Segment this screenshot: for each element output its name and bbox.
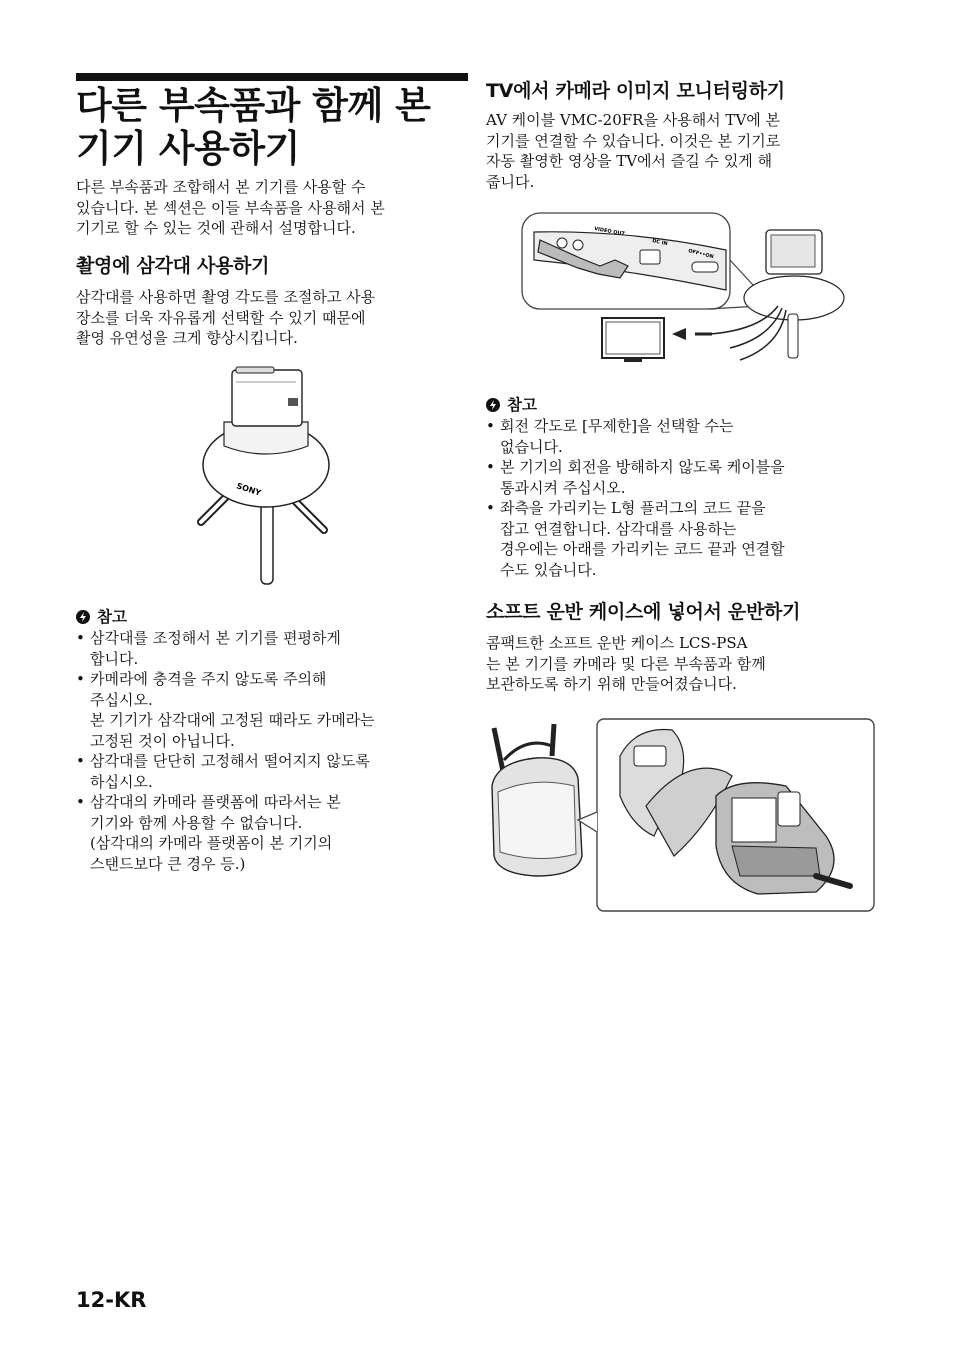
- note-label: 참고: [507, 396, 537, 414]
- list-item: [76, 751, 476, 792]
- list-item: [76, 628, 476, 669]
- page-number: 12-KR: [76, 1288, 147, 1312]
- text-line: 콤팩트한 소프트 운반 케이스 LCS-PSA: [486, 634, 748, 652]
- text-line: 는 본 기기를 카메라 및 다른 부속품과 함께: [486, 654, 766, 673]
- text-line: 있습니다. 본 섹션은 이들 부속품을 사용해서 본: [76, 198, 385, 217]
- right-notes-list: [486, 416, 886, 580]
- text-line: 잡고 연결합니다. 삼각대를 사용하는: [500, 519, 737, 538]
- tripod-heading: 촬영에 삼각대 사용하기: [76, 255, 270, 277]
- right-note-heading: [486, 395, 537, 415]
- note-icon: [486, 398, 500, 412]
- case-paragraph: [486, 633, 886, 695]
- text-line: 하십시오.: [90, 772, 153, 791]
- page-title-line: 기기 사용하기: [76, 127, 300, 170]
- intro-paragraph: [76, 177, 476, 239]
- text-line: 기기로 할 수 있는 것에 관해서 설명합니다.: [76, 219, 356, 237]
- tv-connection-illustration: [520, 210, 850, 370]
- tv-heading: TV에서 카메라 이미지 모니터링하기: [486, 80, 785, 102]
- text-line: 삼각대를 사용하면 촬영 각도를 조절하고 사용: [76, 288, 376, 306]
- text-line: 줍니다.: [486, 172, 535, 191]
- port-label: OFF••ON: [687, 248, 715, 261]
- text-line: 기기와 함께 사용할 수 없습니다.: [90, 813, 303, 832]
- text-line: 없습니다.: [500, 437, 563, 456]
- port-label: VIDEO OUT: [593, 226, 626, 238]
- text-line: • 삼각대를 조정해서 본 기기를 편평하게: [90, 629, 341, 647]
- text-line: 본 기기가 삼각대에 고정된 때라도 카메라는: [90, 711, 375, 729]
- sony-logo: SONY: [235, 481, 262, 498]
- text-line: 수도 있습니다.: [500, 560, 597, 579]
- text-line: 보관하도록 하기 위해 만들어졌습니다.: [486, 675, 737, 693]
- text-line: 기기를 연결할 수 있습니다. 이것은 본 기기로: [486, 131, 781, 150]
- note-icon: [76, 610, 90, 624]
- tripod-illustration: [196, 362, 346, 592]
- text-line: • 삼각대를 단단히 고정해서 떨어지지 않도록: [90, 752, 370, 770]
- text-line: (삼각대의 카메라 플랫폼이 본 기기의: [90, 834, 333, 852]
- text-line: 다른 부속품과 조합해서 본 기기를 사용할 수: [76, 178, 366, 196]
- tv-paragraph: [486, 110, 886, 192]
- text-line: • 카메라에 충격을 주지 않도록 주의해: [90, 670, 327, 688]
- text-line: • 좌측을 가리키는 L형 플러그의 코드 끝을: [500, 499, 766, 517]
- port-label: DC IN: [651, 238, 669, 248]
- text-line: 장소를 더욱 자유롭게 선택할 수 있기 때문에: [76, 308, 366, 327]
- list-item: [486, 416, 886, 457]
- list-item: [486, 498, 886, 580]
- text-line: 고정된 것이 아닙니다.: [90, 731, 235, 750]
- text-line: 스탠드보다 큰 경우 등.): [90, 854, 246, 873]
- text-line: AV 케이블 VMC-20FR을 사용해서 TV에 본: [486, 111, 781, 129]
- note-label: 참고: [97, 608, 127, 626]
- text-line: 합니다.: [90, 649, 139, 668]
- text-line: • 삼각대의 카메라 플랫폼에 따라서는 본: [90, 793, 341, 811]
- case-heading: 소프트 운반 케이스에 넣어서 운반하기: [486, 601, 801, 623]
- list-item: [486, 457, 886, 498]
- left-notes-list: [76, 628, 476, 874]
- text-line: 주십시오.: [90, 690, 153, 709]
- text-line: 경우에는 아래를 가리키는 코드 끝과 연결할: [500, 540, 785, 558]
- list-item: [76, 669, 476, 751]
- tripod-paragraph: [76, 287, 476, 349]
- text-line: 촬영 유연성을 크게 향상시킵니다.: [76, 329, 298, 347]
- text-line: 통과시켜 주십시오.: [500, 478, 626, 497]
- carrying-case-illustration: [486, 716, 878, 916]
- text-line: • 본 기기의 회전을 방해하지 않도록 케이블을: [500, 458, 785, 476]
- text-line: • 회전 각도로 [무제한]을 선택할 수는: [500, 417, 734, 435]
- page-title: [76, 84, 476, 170]
- text-line: 자동 촬영한 영상을 TV에서 즐길 수 있게 해: [486, 152, 773, 170]
- left-note-heading: [76, 607, 127, 627]
- page-title-line: 다른 부속품과 함께 본: [76, 84, 431, 127]
- title-rule: [76, 73, 468, 81]
- list-item: [76, 792, 476, 874]
